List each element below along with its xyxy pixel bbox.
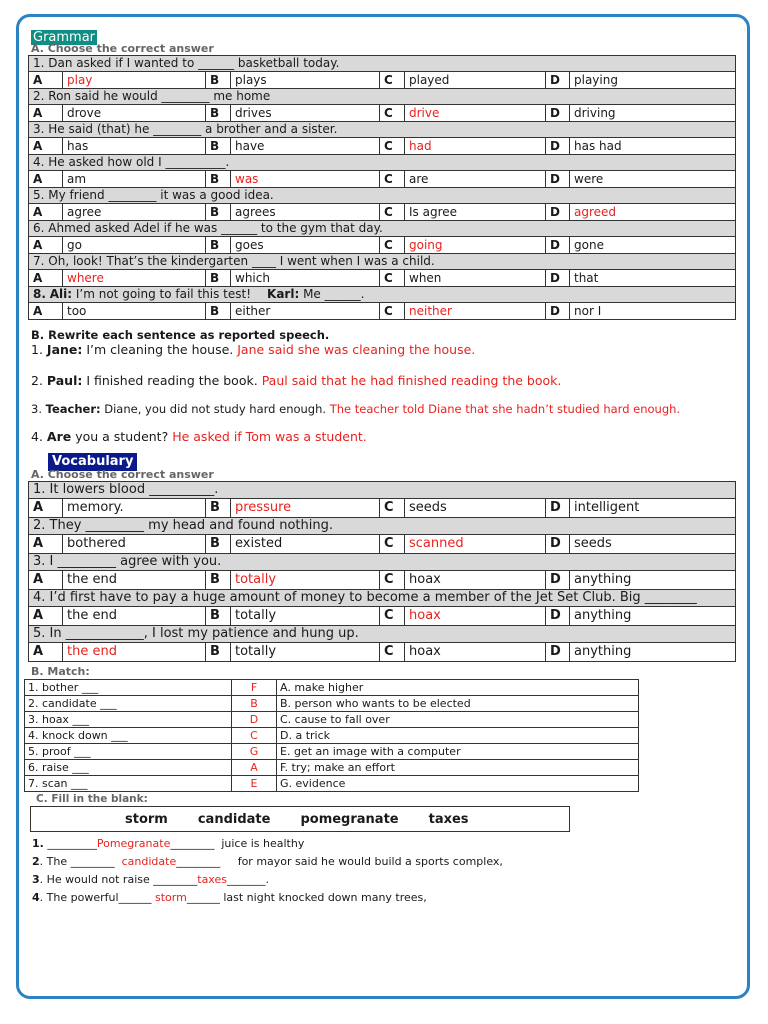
option-b[interactable]: totally — [231, 643, 380, 662]
match-left: 1. bother ___ — [25, 680, 232, 696]
option-letter: C — [380, 535, 405, 554]
match-left: 6. raise ___ — [25, 760, 232, 776]
option-b[interactable]: which — [231, 270, 380, 287]
grammar-section-a-title: A. Choose the correct answer — [31, 42, 214, 55]
reported-speech-item — [31, 402, 738, 417]
vocabulary-question-row — [29, 482, 736, 499]
option-letter: B — [206, 237, 231, 254]
match-right: E. get an image with a computer — [277, 744, 639, 760]
word-bank-item: pomegranate — [300, 811, 399, 827]
grammar-question-row — [29, 254, 736, 270]
option-b[interactable]: existed — [231, 535, 380, 554]
option-letter: C — [380, 270, 405, 287]
grammar-question-row — [29, 89, 736, 105]
match-left: 4. knock down ___ — [25, 728, 232, 744]
vocabulary-options-row — [29, 535, 736, 554]
question-text: 3. He said (that) he ________ a brother and a sister. — [29, 122, 736, 138]
option-d[interactable]: were — [570, 171, 736, 188]
fill-post: _______. — [226, 873, 269, 886]
word-bank-item: taxes — [428, 811, 469, 827]
fill-title: C. Fill in the blank: — [36, 793, 148, 805]
option-b[interactable]: totally — [231, 571, 380, 590]
option-letter: D — [546, 171, 570, 188]
question-text: 5. My friend ________ it was a good idea. — [29, 188, 736, 204]
question-text: 5. In ____________, I lost my patience and hung up. — [29, 626, 736, 643]
fill-post: ________ juice is healthy — [170, 837, 305, 850]
grammar-options-row — [29, 105, 736, 122]
option-letter: D — [546, 535, 570, 554]
option-b[interactable]: have — [231, 138, 380, 155]
grammar-mc-table — [28, 55, 736, 320]
match-left: 5. proof ___ — [25, 744, 232, 760]
word-bank-item: storm — [125, 811, 168, 827]
option-letter: D — [546, 204, 570, 221]
option-letter: A — [29, 499, 63, 518]
grammar-question-row — [29, 122, 736, 138]
match-row — [25, 744, 639, 760]
grammar-options-row — [29, 171, 736, 188]
match-table — [24, 679, 639, 792]
option-letter: B — [206, 499, 231, 518]
vocabulary-options-row — [29, 499, 736, 518]
question-number: 8. — [33, 287, 46, 301]
question-text-part: I’m not going to fail this test! — [72, 287, 252, 301]
option-a[interactable]: bothered — [63, 535, 206, 554]
match-right: D. a trick — [277, 728, 639, 744]
question-text-part: Me ______. — [299, 287, 365, 301]
speaker-name: Ali: — [49, 287, 73, 301]
option-d[interactable]: anything — [570, 571, 736, 590]
question-text: 4. He asked how old I __________. — [29, 155, 736, 171]
option-b[interactable]: either — [231, 303, 380, 320]
question-text — [29, 287, 736, 303]
vocabulary-options-row — [29, 571, 736, 590]
option-b[interactable]: was — [231, 171, 380, 188]
option-b[interactable]: drives — [231, 105, 380, 122]
option-letter: C — [380, 171, 405, 188]
option-letter: D — [546, 303, 570, 320]
option-b[interactable]: plays — [231, 72, 380, 89]
option-letter: B — [206, 607, 231, 626]
vocabulary-question-row — [29, 554, 736, 571]
grammar-options-row — [29, 138, 736, 155]
option-b[interactable]: agrees — [231, 204, 380, 221]
option-letter: B — [206, 535, 231, 554]
grammar-question-row — [29, 188, 736, 204]
reported-answer: He asked if Tom was a student. — [172, 429, 367, 444]
option-letter: A — [29, 105, 63, 122]
option-letter: A — [29, 171, 63, 188]
question-text: 1. It lowers blood __________. — [29, 482, 736, 499]
option-letter: C — [380, 72, 405, 89]
option-letter: B — [206, 171, 231, 188]
speaker-name: Karl: — [267, 287, 300, 301]
match-left: 2. candidate ___ — [25, 696, 232, 712]
grammar-question-row — [29, 221, 736, 237]
fill-pre: . The ________ — [39, 855, 122, 868]
option-letter: C — [380, 303, 405, 320]
match-row — [25, 728, 639, 744]
match-answer[interactable]: F — [232, 680, 277, 696]
option-letter: A — [29, 571, 63, 590]
reported-num: 1. — [31, 342, 43, 357]
vocabulary-section — [28, 450, 738, 907]
match-answer[interactable]: D — [232, 712, 277, 728]
question-text: 2. They _________ my head and found nothing. — [29, 518, 736, 535]
option-c[interactable]: played — [405, 72, 546, 89]
option-c[interactable]: neither — [405, 303, 546, 320]
option-letter: C — [380, 105, 405, 122]
option-letter: B — [206, 72, 231, 89]
option-c[interactable]: when — [405, 270, 546, 287]
match-answer[interactable]: A — [232, 760, 277, 776]
option-c[interactable]: going — [405, 237, 546, 254]
option-letter: A — [29, 204, 63, 221]
fill-num: 4 — [32, 891, 40, 904]
grammar-question-row — [29, 56, 736, 72]
grammar-options-row — [29, 72, 736, 89]
reported-text: Diane, you did not study hard enough. — [100, 402, 327, 416]
option-a[interactable]: memory. — [63, 499, 206, 518]
option-letter: B — [206, 105, 231, 122]
fill-num: 1. — [32, 837, 44, 850]
reported-speech-item — [31, 373, 738, 388]
vocabulary-options-row — [29, 607, 736, 626]
reported-answer: Paul said that he had finished reading the book. — [261, 373, 562, 388]
fill-post: ________ for mayor said he would build a sports complex, — [176, 855, 503, 868]
fill-answer[interactable]: storm — [155, 891, 187, 904]
reported-num: 4. — [31, 429, 43, 444]
option-letter: A — [29, 270, 63, 287]
match-right: C. cause to fall over — [277, 712, 639, 728]
option-letter: B — [206, 571, 231, 590]
reported-speaker: Teacher: — [45, 402, 101, 416]
vocabulary-heading: Vocabulary — [48, 453, 137, 471]
reported-answer: The teacher told Diane that she hadn’t studied hard enough. — [329, 402, 681, 416]
question-text: 6. Ahmed asked Adel if he was ______ to the gym that day. — [29, 221, 736, 237]
question-text: 4. I’d first have to pay a huge amount of money to become a member of the Jet Set Club. Big ________ — [29, 590, 736, 607]
option-a[interactable]: the end — [63, 571, 206, 590]
fill-pre: . He would not raise ________ — [39, 873, 198, 886]
option-d[interactable]: has had — [570, 138, 736, 155]
option-c[interactable]: Is agree — [405, 204, 546, 221]
match-title: B. Match: — [31, 665, 90, 678]
option-d[interactable]: agreed — [570, 204, 736, 221]
reported-text: I’m cleaning the house. — [82, 342, 234, 357]
option-b[interactable]: totally — [231, 607, 380, 626]
option-a[interactable]: where — [63, 270, 206, 287]
option-d[interactable]: playing — [570, 72, 736, 89]
question-text: 1. Dan asked if I wanted to ______ basketball today. — [29, 56, 736, 72]
option-d[interactable]: anything — [570, 607, 736, 626]
grammar-heading: Grammar — [33, 30, 96, 45]
option-c[interactable]: had — [405, 138, 546, 155]
reported-speech-list — [28, 342, 738, 444]
option-c[interactable]: seeds — [405, 499, 546, 518]
option-c[interactable]: scanned — [405, 535, 546, 554]
match-row — [25, 712, 639, 728]
reported-num: 2. — [31, 373, 43, 388]
match-answer[interactable]: C — [232, 728, 277, 744]
fill-pre: _________ — [43, 837, 97, 850]
option-d[interactable]: seeds — [570, 535, 736, 554]
grammar-options-row — [29, 303, 736, 320]
option-letter: D — [546, 270, 570, 287]
vocabulary-mc-table — [28, 481, 736, 662]
option-letter: C — [380, 204, 405, 221]
option-d[interactable]: gone — [570, 237, 736, 254]
option-d[interactable]: driving — [570, 105, 736, 122]
question-text: 7. Oh, look! That’s the kindergarten ____ I went when I was a child. — [29, 254, 736, 270]
option-letter: A — [29, 237, 63, 254]
vocabulary-question-row — [29, 626, 736, 643]
option-letter: C — [380, 237, 405, 254]
option-letter: D — [546, 499, 570, 518]
question-text: 3. I _________ agree with you. — [29, 554, 736, 571]
grammar-section-b-title: B. Rewrite each sentence as reported speech. — [31, 328, 330, 342]
grammar-options-row — [29, 237, 736, 254]
fill-blank-item — [32, 871, 738, 889]
option-a[interactable]: the end — [63, 607, 206, 626]
worksheet — [28, 26, 738, 907]
option-letter: C — [380, 643, 405, 662]
reported-num: 3. — [31, 402, 42, 416]
match-right: A. make higher — [277, 680, 639, 696]
match-right: B. person who wants to be elected — [277, 696, 639, 712]
match-left: 3. hoax ___ — [25, 712, 232, 728]
option-letter: C — [380, 499, 405, 518]
option-letter: D — [546, 72, 570, 89]
grammar-section — [28, 26, 738, 444]
grammar-options-row — [29, 204, 736, 221]
match-right: F. try; make an effort — [277, 760, 639, 776]
option-letter: D — [546, 643, 570, 662]
fill-num: 3 — [32, 873, 40, 886]
match-left: 7. scan ___ — [25, 776, 232, 792]
word-bank — [30, 806, 570, 832]
option-letter: A — [29, 138, 63, 155]
reported-speech-item — [31, 429, 738, 444]
reported-answer: Jane said she was cleaning the house. — [237, 342, 476, 357]
grammar-question-row — [29, 287, 736, 303]
option-a[interactable]: the end — [63, 643, 206, 662]
option-letter: C — [380, 138, 405, 155]
option-d[interactable]: intelligent — [570, 499, 736, 518]
option-a[interactable]: am — [63, 171, 206, 188]
fill-answer[interactable]: Pomegranate — [96, 837, 171, 850]
word-bank-item: candidate — [197, 811, 271, 827]
option-letter: B — [206, 138, 231, 155]
fill-answer[interactable]: taxes — [197, 873, 227, 886]
reported-speech-item — [31, 342, 738, 357]
option-letter: C — [380, 571, 405, 590]
reported-speaker: Paul: — [46, 373, 83, 388]
fill-blank-item — [32, 853, 738, 871]
option-letter: B — [206, 643, 231, 662]
match-answer[interactable]: E — [232, 776, 277, 792]
reported-speaker: Jane: — [46, 342, 83, 357]
option-c[interactable]: drive — [405, 105, 546, 122]
option-a[interactable]: agree — [63, 204, 206, 221]
option-letter: A — [29, 303, 63, 320]
option-a[interactable]: too — [63, 303, 206, 320]
reported-text: you a student? — [71, 429, 169, 444]
match-answer[interactable]: G — [232, 744, 277, 760]
fill-num: 2 — [32, 855, 40, 868]
option-d[interactable]: nor I — [570, 303, 736, 320]
option-a[interactable]: has — [63, 138, 206, 155]
option-letter: B — [206, 270, 231, 287]
match-row — [25, 776, 639, 792]
option-c[interactable]: hoax — [405, 571, 546, 590]
reported-text: I finished reading the book. — [82, 373, 258, 388]
match-answer[interactable]: B — [232, 696, 277, 712]
fill-blank-list — [28, 835, 738, 907]
fill-blank-item — [32, 835, 738, 853]
option-letter: B — [206, 204, 231, 221]
option-letter: D — [546, 607, 570, 626]
match-row — [25, 680, 639, 696]
option-letter: A — [29, 607, 63, 626]
reported-speaker: Are — [46, 429, 72, 444]
match-row — [25, 696, 639, 712]
option-letter: A — [29, 535, 63, 554]
match-row — [25, 760, 639, 776]
vocabulary-options-row — [29, 643, 736, 662]
option-a[interactable]: drove — [63, 105, 206, 122]
option-b[interactable]: pressure — [231, 499, 380, 518]
grammar-options-row — [29, 270, 736, 287]
option-letter: A — [29, 643, 63, 662]
fill-post: ______ last night knocked down many trees, — [186, 891, 427, 904]
option-b[interactable]: goes — [231, 237, 380, 254]
option-a[interactable]: go — [63, 237, 206, 254]
option-letter: D — [546, 571, 570, 590]
option-letter: D — [546, 237, 570, 254]
option-letter: B — [206, 303, 231, 320]
match-right: G. evidence — [277, 776, 639, 792]
vocabulary-question-row — [29, 518, 736, 535]
option-letter: C — [380, 607, 405, 626]
option-c[interactable]: hoax — [405, 607, 546, 626]
option-letter: D — [546, 138, 570, 155]
option-d[interactable]: that — [570, 270, 736, 287]
grammar-question-row — [29, 155, 736, 171]
fill-pre: . The powerful______ — [39, 891, 156, 904]
question-text: 2. Ron said he would ________ me home — [29, 89, 736, 105]
fill-answer[interactable]: candidate — [121, 855, 177, 868]
vocabulary-section-a-title: A. Choose the correct answer — [31, 468, 214, 481]
option-letter: A — [29, 72, 63, 89]
fill-blank-item — [32, 889, 738, 907]
option-c[interactable]: hoax — [405, 643, 546, 662]
vocabulary-question-row — [29, 590, 736, 607]
option-d[interactable]: anything — [570, 643, 736, 662]
option-c[interactable]: are — [405, 171, 546, 188]
option-a[interactable]: play — [63, 72, 206, 89]
option-letter: D — [546, 105, 570, 122]
